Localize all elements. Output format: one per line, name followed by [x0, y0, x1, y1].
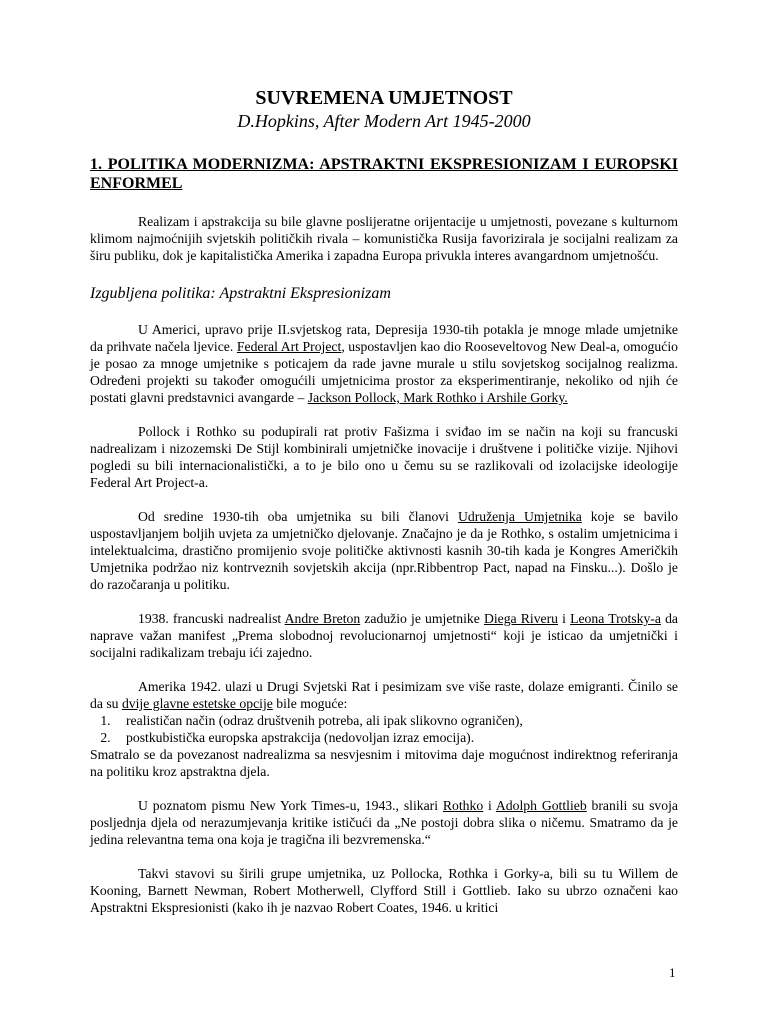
text-span: bile moguće:	[272, 696, 348, 711]
section-heading: 1. POLITIKA MODERNIZMA: APSTRAKTNI EKSPRESIONIZAM I EUROPSKI ENFORMEL	[90, 156, 678, 192]
paragraph-3	[90, 508, 678, 593]
text-span: U poznatom pismu New York Times-u, 1943., slikari	[138, 798, 443, 813]
document-title: SUVREMENA UMJETNOST	[255, 87, 513, 109]
paragraph-7: Takvi stavovi su širili grupe umjetnika, uz Pollocka, Rothka i Gorky-a, bili su tu Willem de Kooning, Barnett Newman, Robert Motherwell, Clyfford Still i Gottlieb. Iako su ubrzo označeni kao Apstraktni Ekspresionisti (kako ih je nazvao Robert Coates, 1946. u kritici	[90, 866, 678, 915]
paragraph-5	[90, 678, 678, 712]
paragraph-2: Pollock i Rothko su podupirali rat protiv Fašizma i sviđao im se način na koji su francuski nadrealizam i nizozemski De Stijl kombinirali umjetničke inovacije i društvene i političke vizije. Njihovi pogledi su bili internacionalistički, a to je bilo ono u čemu su se razlikovali od izolacijske ideologije Federal Art Project-a.	[90, 424, 678, 490]
page-number: 1	[669, 965, 676, 980]
paragraph-6	[90, 797, 678, 848]
text-span: Od sredine 1930-tih oba umjetnika su bili članovi	[138, 509, 458, 524]
text-span: U Americi, upravo prije II.svjetskog rata, Depresija 1930-tih potakla je mnoge mlade umjetnike da prihvate načela ljevice.	[90, 322, 678, 354]
paragraph-4	[90, 610, 678, 661]
link-leona-trotsky: Leona Trotsky-a	[570, 611, 661, 626]
text-span: koje se bavilo uspostavljanjem boljih uvjeta za umjetničko djelovanje. Značajno je da je Rothko, s ostalim umjetnicima i intelektualcima, drastično promijenio svoje političke aktivnosti kasnih 30-tih kada je Kongres Američkih Umjetnika podržao niz kontrveznih sovjetskih akcija (npr.Ribbentrop Pact, napad na Finsku...). Došlo je do razočaranja u politiku.	[90, 509, 678, 592]
paragraph-1	[90, 321, 678, 406]
paragraph-5-continuation: Smatralo se da povezanost nadrealizma sa nesvjesnim i mitovima daje mogućnost indirektnog referiranja na politiku kroz apstraktna djela.	[90, 747, 678, 779]
intro-paragraph: Realizam i apstrakcija su bile glavne poslijeratne orijentacije u umjetnosti, povezane s kulturnom klimom najmoćnijih svjetskih političkih rivala – komunistička Rusija favorizirala je socijalni realizam za širu publiku, dok je kapitalistička Amerika i zapadna Europa privukla interes avangardnom umjetnošću.	[90, 214, 678, 263]
document-subtitle: D.Hopkins, After Modern Art 1945-2000	[237, 111, 531, 131]
text-span: 1938. francuski nadrealist	[138, 611, 285, 626]
page-content	[90, 86, 678, 916]
link-udruzenja-umjetnika: Udruženja Umjetnika	[457, 509, 582, 524]
text-span: i	[483, 798, 496, 813]
link-andre-breton: Andre Breton	[284, 611, 361, 626]
link-pollock-rothko-gorky: Jackson Pollock, Mark Rothko i Arshile Gorky.	[307, 390, 568, 405]
options-list	[90, 712, 678, 746]
text-span: , uspostavljen kao dio Rooseveltovog New Deal-a, omogućio je posao za mnoge umjetnike s poticajem da rade javne murale u stilu sovjetskog socijalnog realizma. Određeni projekti su također omogućili umjetnicima prostor za eksperimentiranje, nekoliko od njih će postati glavni predstavnici avangarde –	[90, 339, 678, 405]
text-span: da naprave važan manifest „Prema slobodnoj revolucionarnoj umjetnosti“ koji je isticao da umjetnički i socijalni radikalizam trebaju ići zajedno.	[90, 611, 678, 660]
subsection-heading: Izgubljena politika: Apstraktni Ekspresionizam	[90, 285, 391, 302]
link-adolph-gottlieb: Adolph Gottlieb	[495, 798, 587, 813]
link-rothko: Rothko	[442, 798, 484, 813]
list-item: 2. postkubistička europska apstrakcija (nedovoljan izraz emocija).	[114, 729, 678, 746]
text-span: Amerika 1942. ulazi u Drugi Svjetski Rat i pesimizam sve više raste, dolaze emigranti. Činilo se da su	[90, 679, 678, 711]
link-federal-art-project: Federal Art Project	[236, 339, 342, 354]
link-estetske-opcije: dvije glavne estetske opcije	[121, 696, 273, 711]
text-span: branili su svoja posljednja djela od nerazumjevanja kritike ističući da „Ne postoji dobra slika o ničemu. Smatramo da je jedina relevantna tema ona koja je tragična ili bezvremenska.“	[90, 798, 678, 847]
text-span: zadužio je umjetnike	[360, 611, 484, 626]
link-diega-riveru: Diega Riveru	[483, 611, 559, 626]
text-span: i	[558, 611, 571, 626]
list-item: 1. realističan način (odraz društvenih potreba, ali ipak slikovno ograničen),	[114, 712, 678, 729]
